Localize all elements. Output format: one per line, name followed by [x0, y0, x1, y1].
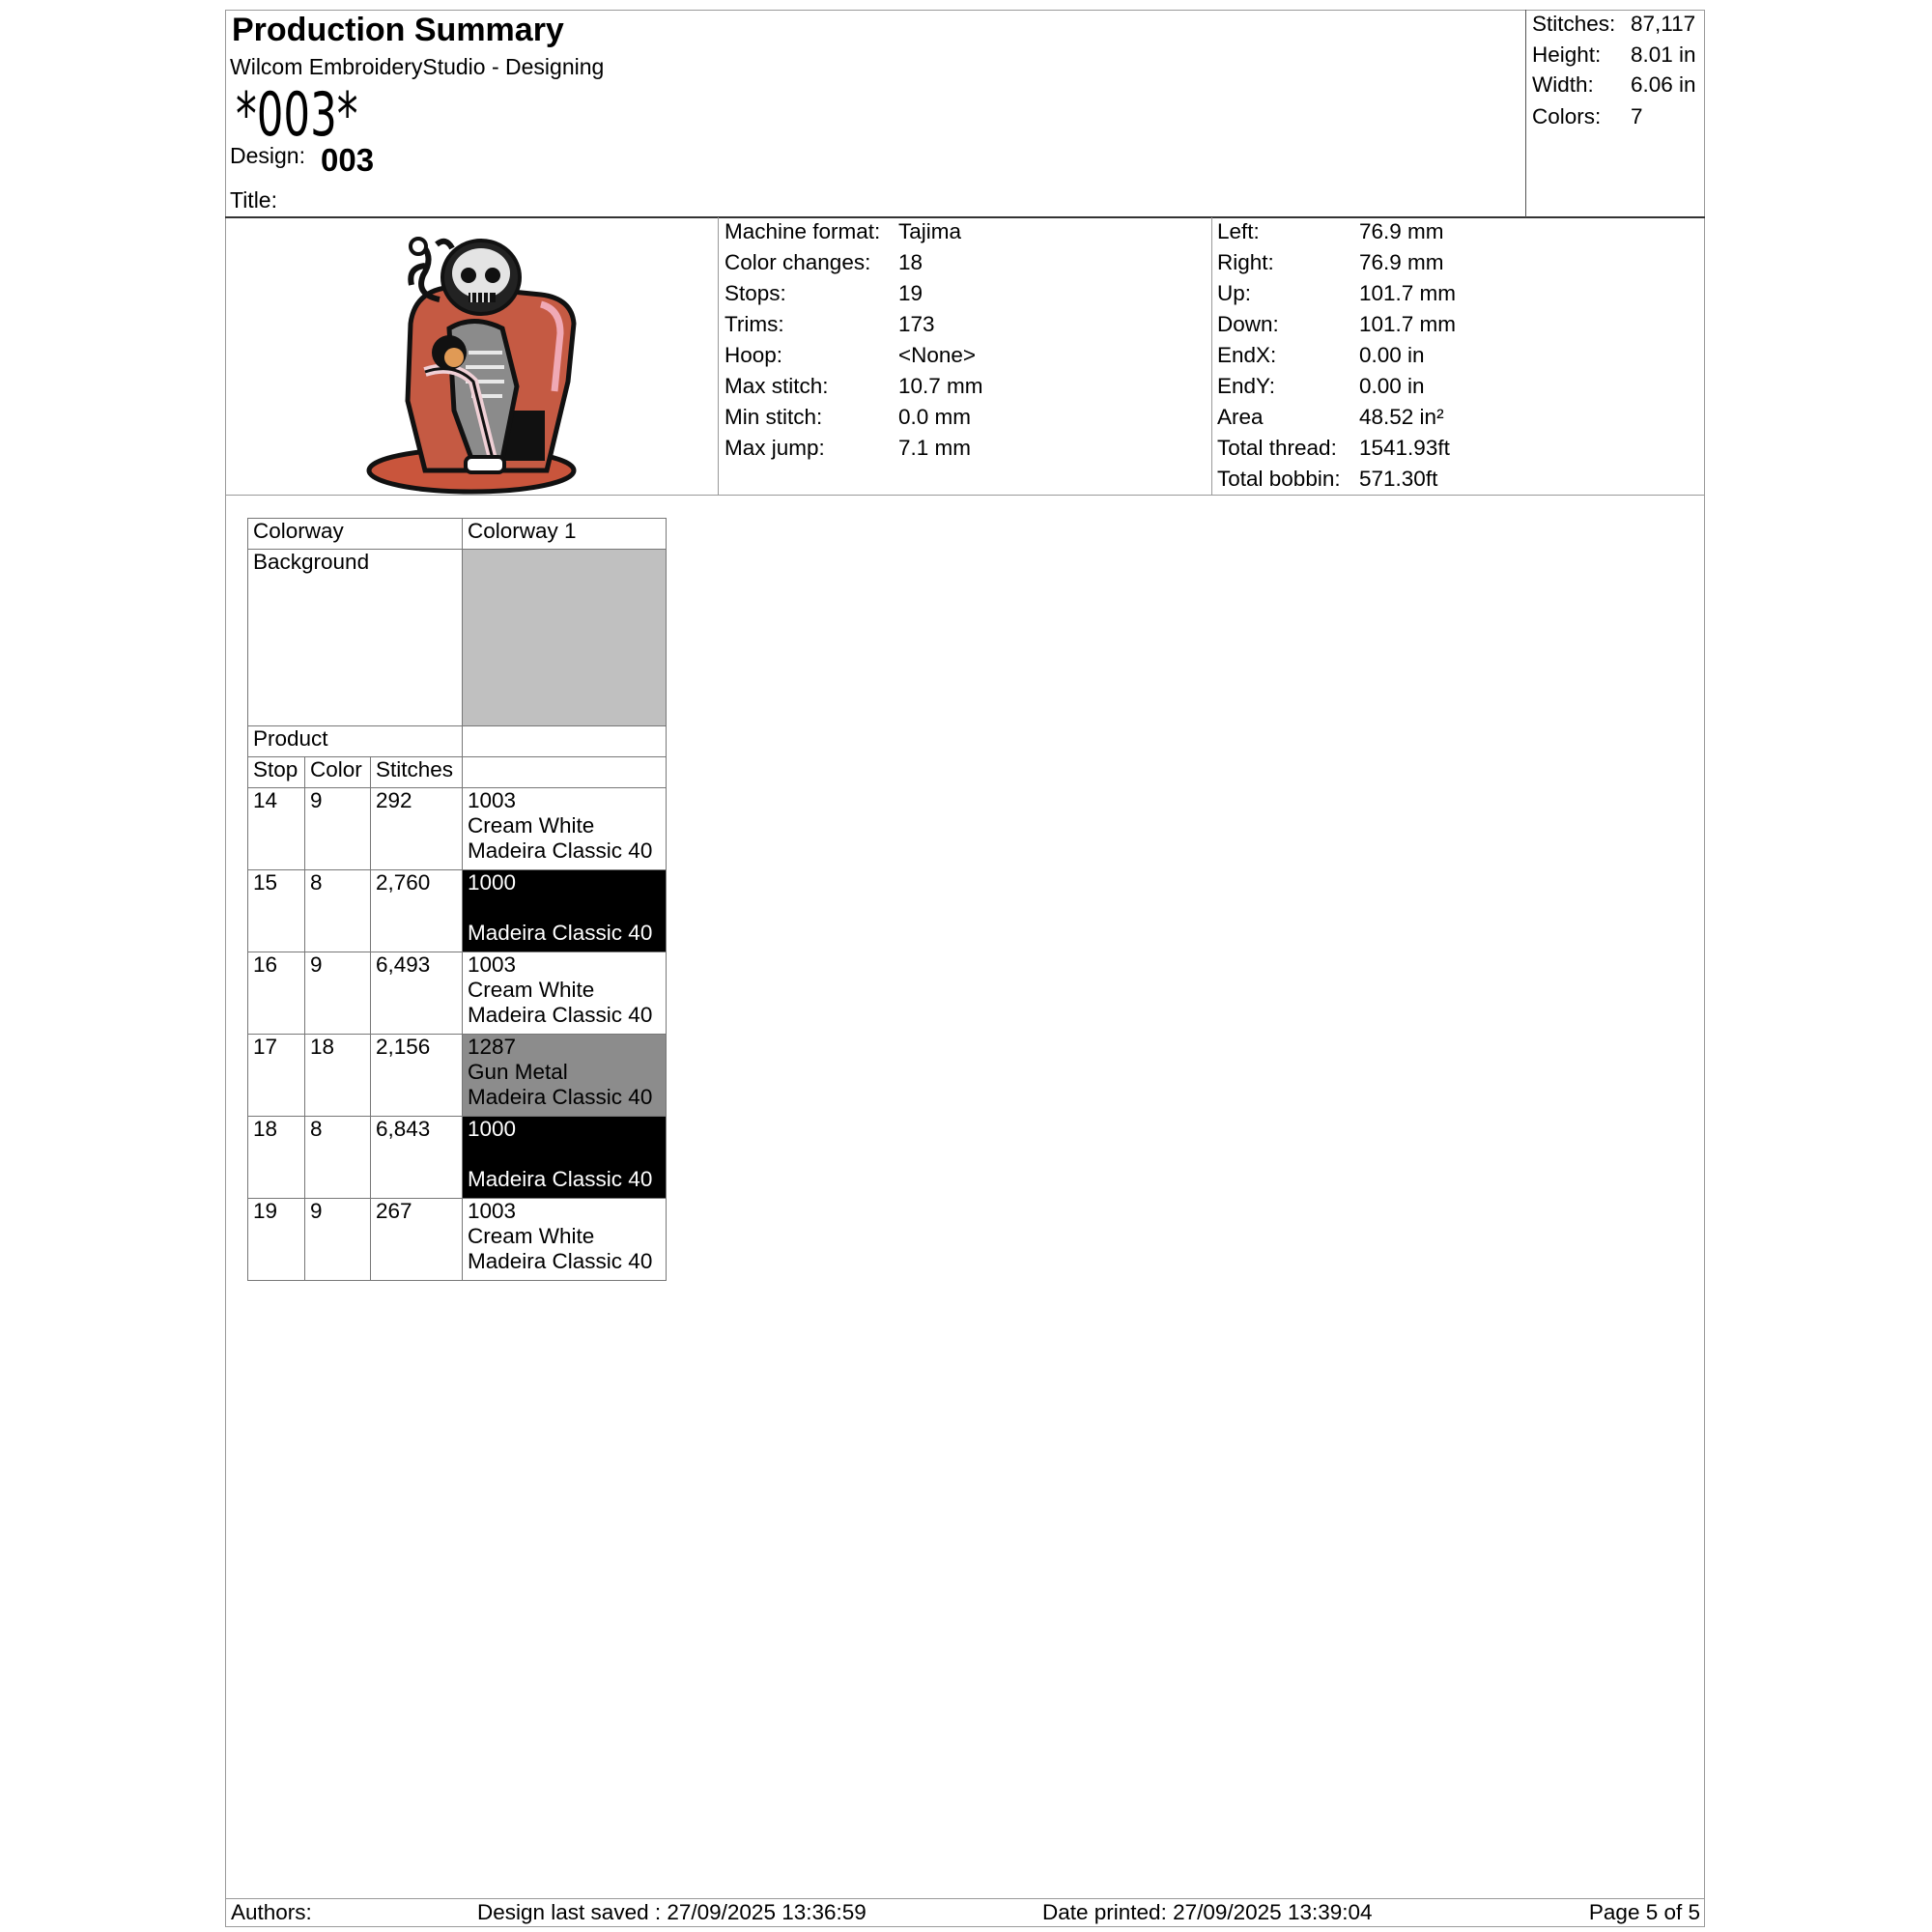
cell-stitches: 292	[371, 788, 463, 870]
table-row	[248, 1035, 667, 1117]
extent-info-label: Total thread:	[1217, 436, 1337, 460]
colors-value: 7	[1631, 104, 1643, 128]
extent-info-value: 101.7 mm	[1359, 312, 1457, 336]
height-value: 8.01 in	[1631, 43, 1696, 67]
colorway-table	[247, 518, 667, 1281]
background-swatch	[463, 550, 667, 726]
cell-color: 9	[305, 788, 371, 870]
product-value	[463, 726, 667, 757]
cell-stop: 14	[248, 788, 305, 870]
extent-info-label: Down:	[1217, 312, 1279, 336]
table-row	[248, 1199, 667, 1281]
header-stats-divider	[1525, 10, 1526, 217]
thread-name: Cream White	[468, 978, 595, 1002]
machine-info-value: 18	[898, 250, 923, 274]
width-label: Width:	[1532, 72, 1594, 97]
col-header-thread	[463, 757, 667, 788]
machine-info-label: Color changes:	[724, 250, 871, 274]
machine-info-value: Tajima	[898, 219, 962, 243]
extent-info-value: 101.7 mm	[1359, 281, 1457, 305]
extent-info-value: 0.00 in	[1359, 343, 1425, 367]
extent-info-label: Up:	[1217, 281, 1252, 305]
thread-brand: Madeira Classic 40	[468, 921, 653, 945]
cell-color: 9	[305, 1199, 371, 1281]
colorway-label: Colorway	[248, 519, 463, 550]
extent-info-value: 1541.93ft	[1359, 436, 1450, 460]
thread-swatch	[463, 788, 667, 870]
machine-info-value: 19	[898, 281, 923, 305]
machine-info-value: <None>	[898, 343, 977, 367]
info-column-divider-2	[1211, 217, 1212, 496]
machine-info-label: Max stitch:	[724, 374, 829, 398]
cell-stop: 16	[248, 952, 305, 1035]
cell-stop: 18	[248, 1117, 305, 1199]
col-header-color: Color	[305, 757, 371, 788]
background-label: Background	[248, 550, 463, 726]
width-value: 6.06 in	[1631, 72, 1696, 97]
cell-stitches: 267	[371, 1199, 463, 1281]
extent-info-label: Right:	[1217, 250, 1274, 274]
col-header-stop: Stop	[248, 757, 305, 788]
thread-code: 1003	[468, 1199, 517, 1223]
cell-stitches: 6,843	[371, 1117, 463, 1199]
stitches-value: 87,117	[1631, 12, 1696, 36]
footer-last-saved: Design last saved : 27/09/2025 13:36:59	[477, 1900, 867, 1924]
thread-name: Cream White	[468, 813, 595, 838]
design-preview-image	[357, 217, 589, 496]
thread-brand: Madeira Classic 40	[468, 1249, 653, 1273]
machine-info-label: Max jump:	[724, 436, 825, 460]
table-row	[248, 870, 667, 952]
thread-name	[468, 1142, 661, 1167]
footer-date-printed: Date printed: 27/09/2025 13:39:04	[1042, 1900, 1373, 1924]
machine-info-label: Trims:	[724, 312, 784, 336]
thread-brand: Madeira Classic 40	[468, 838, 653, 863]
col-header-stitches: Stitches	[371, 757, 463, 788]
thread-name: Cream White	[468, 1224, 595, 1248]
cell-stitches: 6,493	[371, 952, 463, 1035]
thread-code: 1003	[468, 952, 517, 977]
machine-info-label: Min stitch:	[724, 405, 823, 429]
extent-info-value: 0.00 in	[1359, 374, 1425, 398]
extent-info-label: EndY:	[1217, 374, 1276, 398]
cell-color: 9	[305, 952, 371, 1035]
thread-swatch	[463, 870, 667, 952]
cell-stop: 17	[248, 1035, 305, 1117]
design-value: 003	[321, 142, 375, 178]
extent-info-value: 571.30ft	[1359, 467, 1438, 491]
cell-stitches: 2,760	[371, 870, 463, 952]
thread-code: 1000	[468, 870, 517, 895]
cell-color: 18	[305, 1035, 371, 1117]
machine-info-label: Stops:	[724, 281, 786, 305]
machine-info-value: 173	[898, 312, 935, 336]
extent-info-label: EndX:	[1217, 343, 1277, 367]
extent-info-label: Total bobbin:	[1217, 467, 1341, 491]
cell-stitches: 2,156	[371, 1035, 463, 1117]
design-label: Design:	[230, 143, 305, 168]
cell-stop: 15	[248, 870, 305, 952]
thread-name	[468, 895, 661, 921]
colorway-name: Colorway 1	[463, 519, 667, 550]
machine-info-value: 10.7 mm	[898, 374, 983, 398]
cell-color: 8	[305, 1117, 371, 1199]
cell-stop: 19	[248, 1199, 305, 1281]
table-row	[248, 788, 667, 870]
extent-info-value: 76.9 mm	[1359, 219, 1444, 243]
title-label: Title:	[230, 187, 277, 213]
footer-page-number: Page 5 of 5	[1588, 1900, 1700, 1924]
thread-code: 1000	[468, 1117, 517, 1141]
extent-info-label: Left:	[1217, 219, 1260, 243]
thread-code: 1003	[468, 788, 517, 812]
extent-info-value: 76.9 mm	[1359, 250, 1444, 274]
table-row	[248, 1117, 667, 1199]
product-label: Product	[248, 726, 463, 757]
info-column-divider-1	[718, 217, 719, 496]
footer-authors: Authors:	[231, 1900, 312, 1924]
thread-brand: Madeira Classic 40	[468, 1167, 653, 1191]
colors-label: Colors:	[1532, 104, 1602, 128]
barcode-text: *003*	[236, 79, 358, 150]
extent-info-label: Area	[1217, 405, 1264, 429]
page-title: Production Summary	[232, 12, 564, 48]
machine-info-value: 0.0 mm	[898, 405, 972, 429]
height-label: Height:	[1532, 43, 1602, 67]
stitches-label: Stitches:	[1532, 12, 1616, 36]
table-row	[248, 952, 667, 1035]
machine-info-label: Hoop:	[724, 343, 783, 367]
thread-brand: Madeira Classic 40	[468, 1003, 653, 1027]
thread-swatch	[463, 1035, 667, 1117]
extent-info-value: 48.52 in²	[1359, 405, 1444, 429]
machine-info-label: Machine format:	[724, 219, 881, 243]
cell-color: 8	[305, 870, 371, 952]
thread-name: Gun Metal	[468, 1060, 568, 1084]
thread-code: 1287	[468, 1035, 517, 1059]
thread-brand: Madeira Classic 40	[468, 1085, 653, 1109]
thread-swatch	[463, 1117, 667, 1199]
app-subtitle: Wilcom EmbroideryStudio - Designing	[230, 54, 605, 79]
thread-swatch	[463, 952, 667, 1035]
machine-info-value: 7.1 mm	[898, 436, 972, 460]
thread-swatch	[463, 1199, 667, 1281]
footer-divider	[225, 1898, 1705, 1899]
